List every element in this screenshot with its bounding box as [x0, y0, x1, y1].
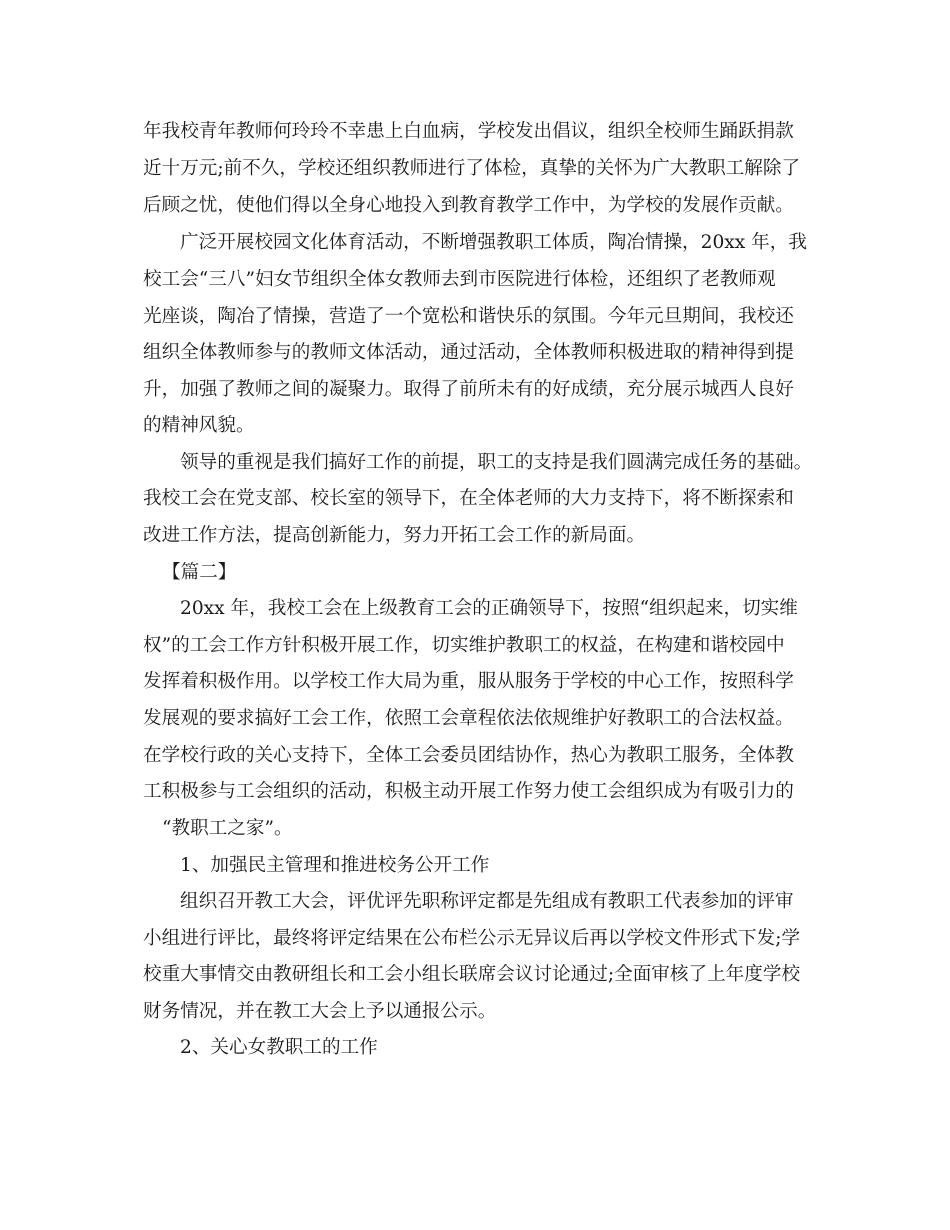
- section-heading: 【篇二】: [162, 562, 237, 583]
- text-line: 领导的重视是我们搞好工作的前提，职工的支持是我们圆满完成任务的基础。: [180, 452, 813, 473]
- text-line: 权”的工会工作方针积极开展工作，切实维护教职工的权益，在构建和谐校园中: [143, 635, 785, 656]
- text-line: 在学校行政的关心支持下，全体工会委员团结协作，热心为教职工服务，全体教: [143, 745, 794, 766]
- text-line: 小组进行评比，最终将评定结果在公布栏公示无异议后再以学校文件形式下发;学: [143, 928, 801, 949]
- text-line: “教职工之家”。: [162, 818, 293, 839]
- text-line: 财务情况，并在教工大会上予以通报公示。: [143, 1001, 497, 1022]
- text-line: 20xx 年，我校工会在上级教育工会的正确领导下，按照“组织起来，切实维: [180, 598, 798, 619]
- text-line: 的精神风貌。: [143, 415, 255, 436]
- text-line: 广泛开展校园文化体育活动，不断增强教职工体质，陶冶情操，20xx 年，我: [180, 232, 807, 253]
- subheading: 2、关心女教职工的工作: [180, 1037, 378, 1058]
- text-line: 校重大事情交由教研组长和工会小组长联席会议讨论通过;全面审核了上年度学校: [143, 964, 801, 985]
- text-line: 发挥着积极作用。以学校工作大局为重，服从服务于学校的中心工作，按照科学: [143, 671, 794, 692]
- text-line: 我校工会在党支部、校长室的领导下，在全体老师的大力支持下，将不断探索和: [143, 488, 794, 509]
- text-line: 后顾之忧，使他们得以全身心地投入到教育教学工作中，为学校的发展作贡献。: [143, 195, 794, 216]
- text-line: 校工会“三八”妇女节组织全体女教师去到市医院进行体检，还组织了老教师观: [143, 269, 776, 290]
- text-line: 改进工作方法，提高创新能力，努力开拓工会工作的新局面。: [143, 525, 646, 546]
- subheading: 1、加强民主管理和推进校务公开工作: [180, 855, 490, 876]
- text-line: 工积极参与工会组织的活动，积极主动开展工作努力使工会组织成为有吸引力的: [143, 781, 794, 802]
- text-line: 组织召开教工大会，评优评先职称评定都是先组成有教职工代表参加的评审: [180, 891, 794, 912]
- text-line: 升，加强了教师之间的凝聚力。取得了前所未有的好成绩，充分展示城西人良好: [143, 379, 794, 400]
- text-line: 近十万元;前不久，学校还组织教师进行了体检，真挚的关怀为广大教职工解除了: [143, 158, 801, 179]
- text-line: 发展观的要求搞好工会工作，依照工会章程依法依规维护好教职工的合法权益。: [143, 708, 794, 729]
- text-line: 组织全体教师参与的教师文体活动，通过活动，全体教师积极进取的精神得到提: [143, 342, 794, 363]
- text-line: 年我校青年教师何玲玲不幸患上白血病，学校发出倡议，组织全校师生踊跃捐款: [143, 121, 794, 142]
- text-line: 光座谈，陶冶了情操，营造了一个宽松和谐快乐的氛围。今年元旦期间，我校还: [143, 306, 794, 327]
